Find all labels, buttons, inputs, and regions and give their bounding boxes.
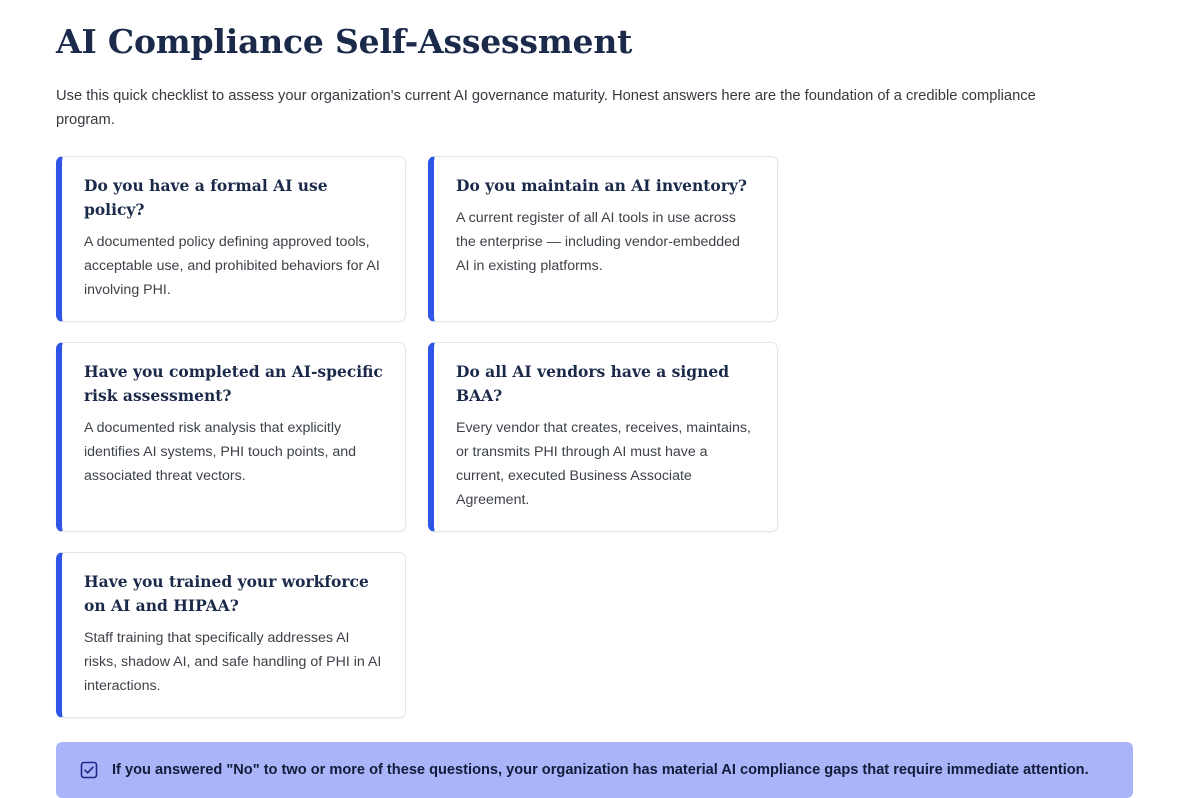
- checklist-icon: [80, 761, 98, 779]
- checklist-card: [428, 342, 778, 532]
- card-question: Have you completed an AI-specific risk assessment?: [84, 362, 383, 405]
- card-question: Do you maintain an AI inventory?: [456, 176, 747, 195]
- checklist-card: [56, 342, 406, 532]
- card-description: A documented policy defining approved tools, acceptable use, and prohibited behaviors for AI involving PHI.: [84, 234, 380, 298]
- card-description: Every vendor that creates, receives, maintains, or transmits PHI through AI must have a current, executed Business Associate Agreement.: [456, 420, 751, 508]
- card-question: Do you have a formal AI use policy?: [84, 176, 328, 219]
- checklist-card-grid: [56, 156, 1133, 718]
- warning-callout: [56, 742, 1133, 798]
- card-description: A documented risk analysis that explicitly identifies AI systems, PHI touch points, and associated threat vectors.: [84, 420, 357, 484]
- card-question: Do all AI vendors have a signed BAA?: [456, 362, 730, 405]
- card-description: A current register of all AI tools in use across the enterprise — including vendor-embedded AI in existing platforms.: [456, 210, 740, 274]
- checklist-card: [56, 156, 406, 322]
- card-question: Have you trained your workforce on AI and HIPAA?: [84, 572, 369, 615]
- callout-text: If you answered "No" to two or more of these questions, your organization has material AI compliance gaps that require immediate attention.: [112, 762, 1089, 778]
- page-intro: Use this quick checklist to assess your organization's current AI governance maturity. Honest answers here are the foundation of a credible compliance program.: [56, 88, 1036, 128]
- checklist-card: [56, 552, 406, 718]
- checklist-card: [428, 156, 778, 322]
- page-title: AI Compliance Self-Assessment: [56, 22, 633, 61]
- card-description: Staff training that specifically addresses AI risks, shadow AI, and safe handling of PHI in AI interactions.: [84, 630, 382, 694]
